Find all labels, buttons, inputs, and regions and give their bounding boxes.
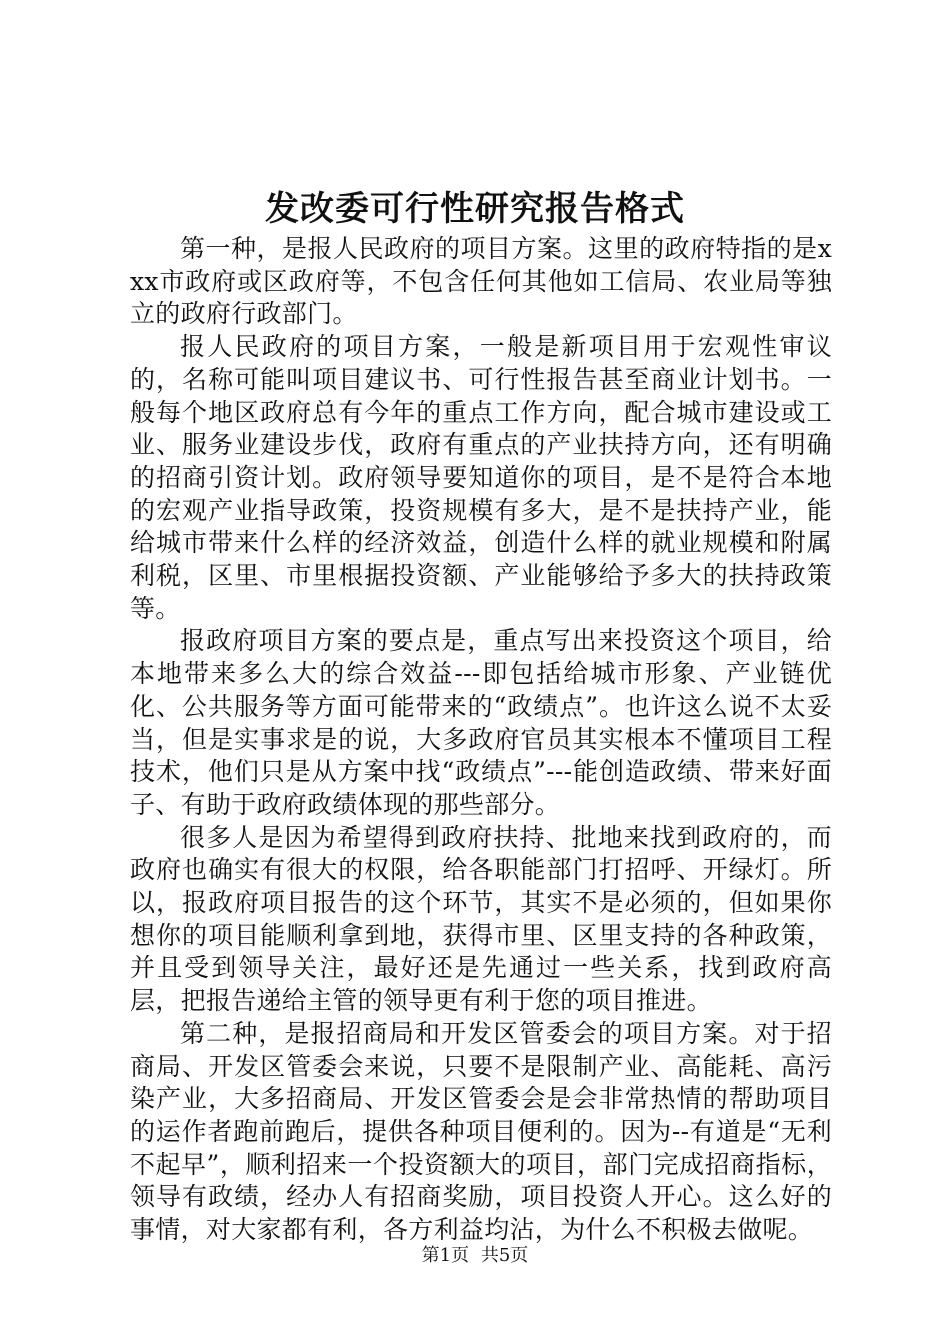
paragraph-1: 第一种，是报人民政府的项目方案。这里的政府特指的是xxx市政府或区政府等，不包含任何其他如工信局、农业局等独立的政府行政部门。 [130, 234, 832, 329]
paragraph-3: 报政府项目方案的要点是，重点写出来投资这个项目，给本地带来多么大的综合效益---即包括给城市形象、产业链优化、公共服务等方面可能带来的“政绩点”。也许这么说不太妥当，但是实事求是的说，大多政府官员其实根本不懂项目工程技术，他们只是从方案中找“政绩点”---能创造政绩、带来好面子、有助于政府政绩体现的那些部分。 [130, 626, 832, 819]
page-total: 共5页 [480, 1245, 529, 1266]
page-footer [0, 1244, 950, 1268]
document-body [130, 233, 832, 1247]
paragraph-5: 第二种，是报招商局和开发区管委会的项目方案。对于招商局、开发区管委会来说，只要不是限制产业、高能耗、高污染产业，大多招商局、开发区管委会是会非常热情的帮助项目的运作者跑前跑后，提供各种项目便利的。因为--有道是“无利不起早”，顺利招来一个投资额大的项目，部门完成招商指标，领导有政绩，经办人有招商奖励，项目投资人开心。这么好的事情，对大家都有利，各方利益均沾，为什么不积极去做呢。 [130, 1018, 832, 1245]
paragraph-2: 报人民政府的项目方案，一般是新项目用于宏观性审议的，名称可能叫项目建议书、可行性报告甚至商业计划书。一般每个地区政府总有今年的重点工作方向，配合城市建设或工业、服务业建设步伐，政府有重点的产业扶持方向，还有明确的招商引资计划。政府领导要知道你的项目，是不是符合本地的宏观产业指导政策，投资规模有多大，是不是扶持产业，能给城市带来什么样的经济效益，创造什么样的就业规模和附属利税，区里、市里根据投资额、产业能够给予多大的扶持政策等。 [130, 332, 832, 623]
page-number: 第1页 [421, 1245, 470, 1266]
document-title: 发改委可行性研究报告格式 [265, 189, 685, 229]
paragraph-4: 很多人是因为希望得到政府扶持、批地来找到政府的，而政府也确实有很大的权限，给各职能部门打招呼、开绿灯。所以，报政府项目报告的这个环节，其实不是必须的，但如果你想你的项目能顺利拿到地，获得市里、区里支持的各种政策，并且受到领导关注，最好还是先通过一些关系，找到政府高层，把报告递给主管的领导更有利于您的项目推进。 [130, 822, 832, 1016]
